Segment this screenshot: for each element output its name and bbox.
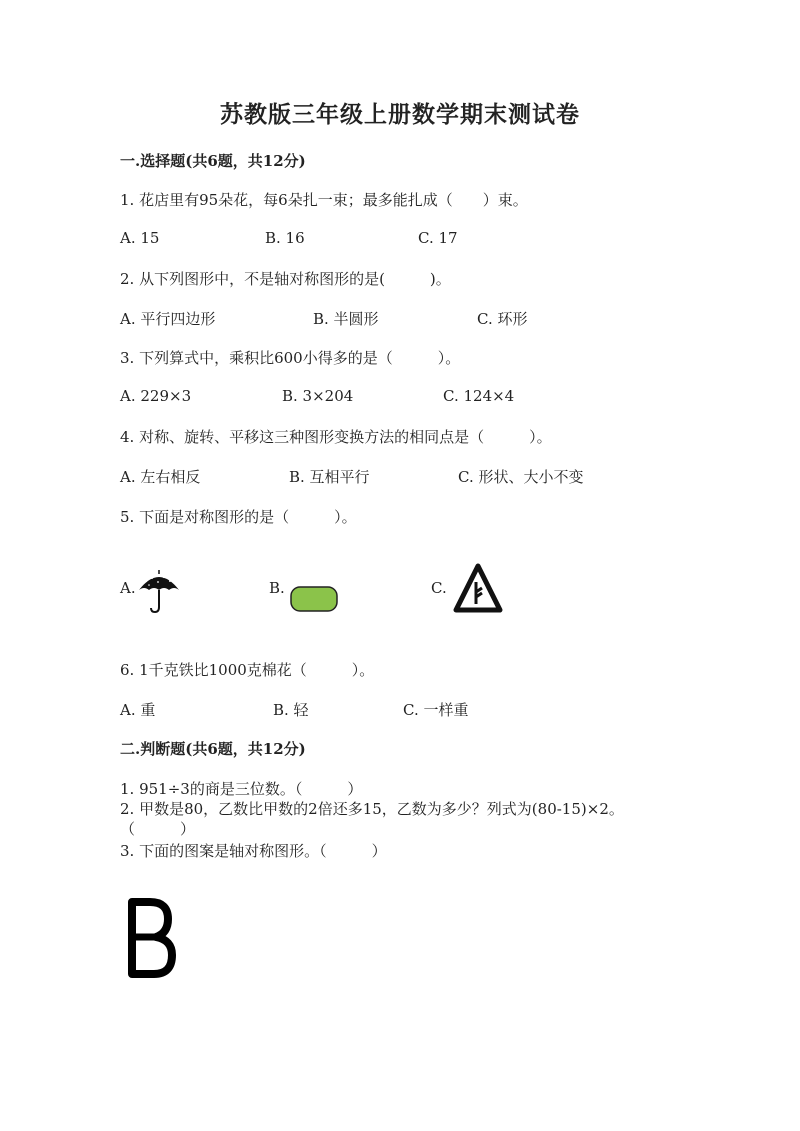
question-2: 2. 从下列图形中，不是轴对称图形的是( )。 bbox=[120, 270, 451, 288]
section-heading-2: 二.判断题(共6题，共12分) bbox=[120, 740, 306, 758]
q2-option-c[interactable]: C. 环形 bbox=[477, 310, 528, 328]
q4-option-b[interactable]: B. 互相平行 bbox=[289, 468, 370, 486]
q6-option-b[interactable]: B. 轻 bbox=[273, 701, 309, 719]
q3-option-c[interactable]: C. 124×4 bbox=[443, 387, 515, 405]
judge-question-1: 1. 951÷3的商是三位数。（ ） bbox=[120, 780, 363, 798]
q6-option-c[interactable]: C. 一样重 bbox=[403, 701, 469, 719]
question-3: 3. 下列算式中，乘积比600小得多的是（ ）。 bbox=[120, 349, 461, 367]
q5-option-c[interactable]: C. bbox=[431, 579, 447, 597]
question-5: 5. 下面是对称图形的是（ ）。 bbox=[120, 508, 357, 526]
question-6: 6. 1千克铁比1000克棉花（ ）。 bbox=[120, 661, 375, 679]
q3-option-a[interactable]: A. 229×3 bbox=[120, 387, 192, 405]
q1-option-b[interactable]: B. 16 bbox=[265, 229, 305, 247]
q2-option-a[interactable]: A. 平行四边形 bbox=[120, 310, 216, 328]
section-heading-1: 一.选择题(共6题，共12分) bbox=[120, 152, 306, 170]
q6-option-a[interactable]: A. 重 bbox=[120, 701, 156, 719]
q5-option-a[interactable]: A. bbox=[120, 579, 136, 597]
q2-option-b[interactable]: B. 半圆形 bbox=[313, 310, 379, 328]
rounded-rectangle-shape bbox=[290, 586, 338, 612]
q1-option-a[interactable]: A. 15 bbox=[120, 229, 160, 247]
judge-question-3: 3. 下面的图案是轴对称图形。（ ） bbox=[120, 842, 387, 860]
q1-option-c[interactable]: C. 17 bbox=[418, 229, 458, 247]
question-1: 1. 花店里有95朵花，每6朵扎一束；最多能扎成（ ）束。 bbox=[120, 191, 528, 209]
q4-option-c[interactable]: C. 形状、大小不变 bbox=[458, 468, 584, 486]
q3-option-b[interactable]: B. 3×204 bbox=[282, 387, 354, 405]
judge-question-2: 2. 甲数是80，乙数比甲数的2倍还多15，乙数为多少？列式为(80-15)×2。 bbox=[120, 800, 624, 818]
page-title: 苏教版三年级上册数学期末测试卷 bbox=[220, 101, 580, 128]
warning-triangle-icon bbox=[454, 564, 502, 614]
question-4: 4. 对称、旋转、平移这三种图形变换方法的相同点是（ ）。 bbox=[120, 428, 552, 446]
letter-b-figure bbox=[126, 898, 178, 978]
umbrella-icon bbox=[136, 570, 182, 614]
judge-question-2-continuation: （ ） bbox=[120, 820, 196, 838]
q4-option-a[interactable]: A. 左右相反 bbox=[120, 468, 201, 486]
q5-option-b[interactable]: B. bbox=[269, 579, 285, 597]
